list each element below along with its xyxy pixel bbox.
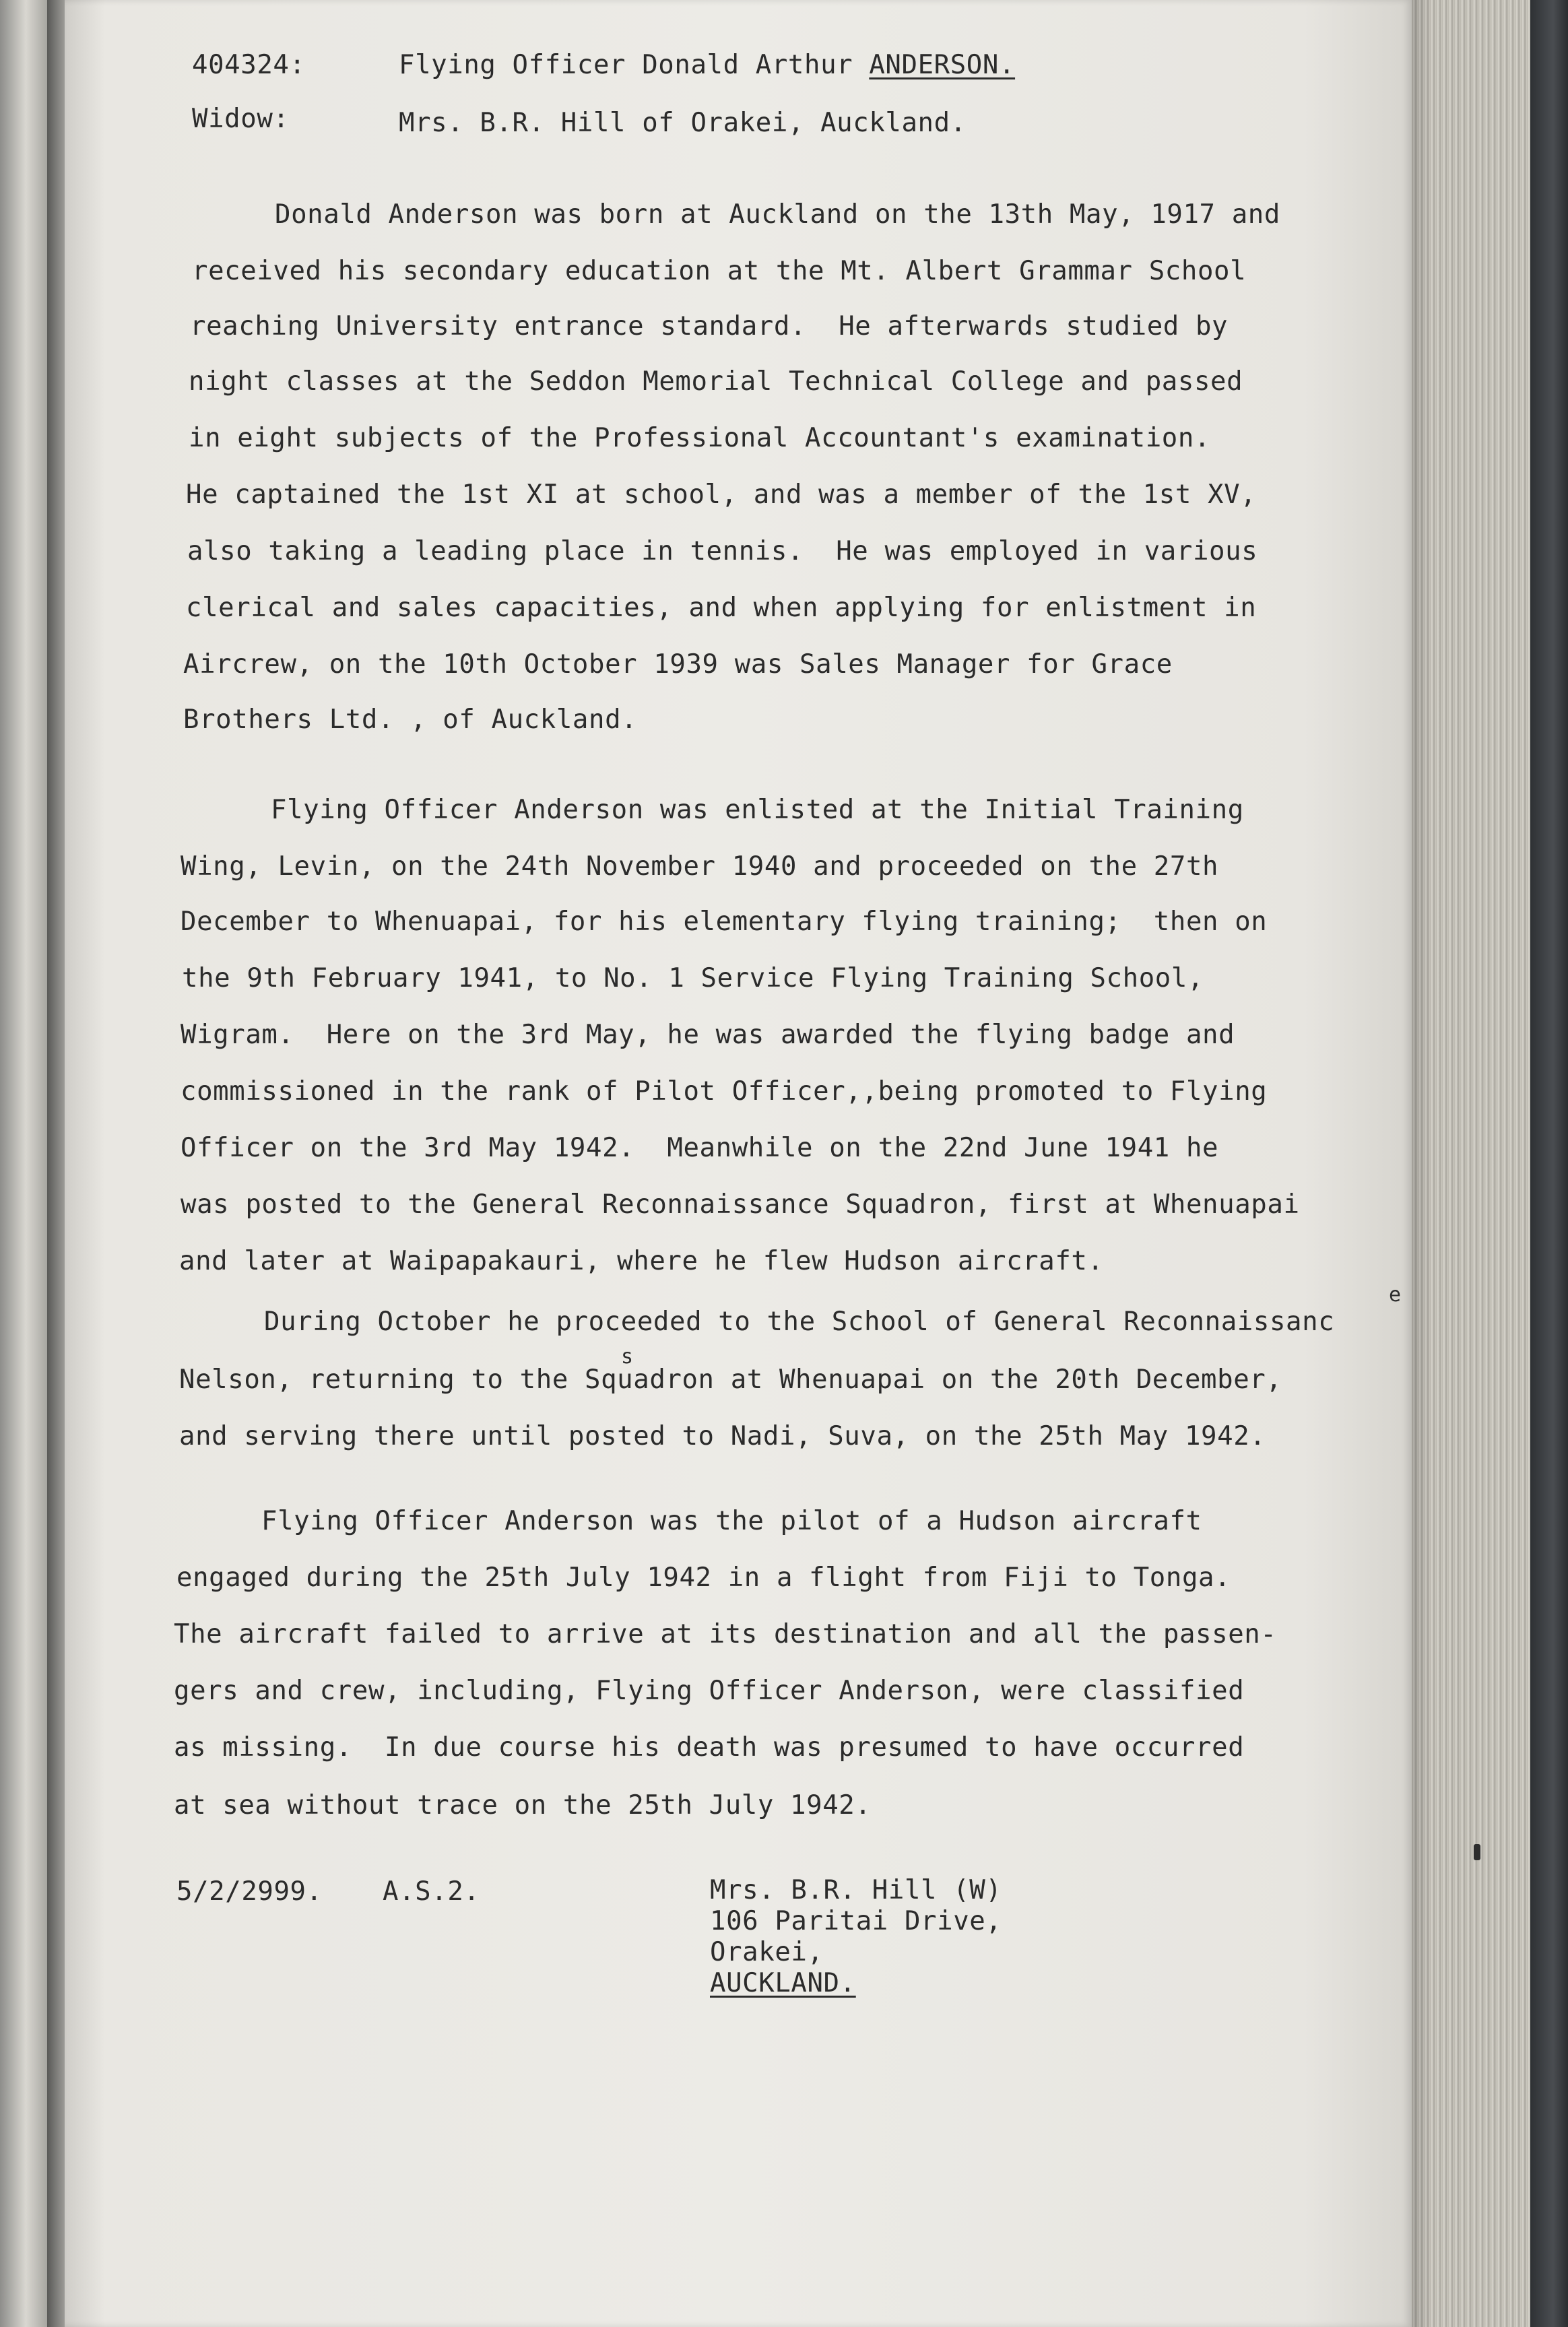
para4-line-4: gers and crew, including, Flying Officer Anderson, were classified — [174, 1676, 1245, 1706]
para2-line-2: Wing, Levin, on the 24th November 1940 and proceeded on the 27th — [181, 851, 1219, 882]
footer-date: 5/2/2999. — [176, 1876, 323, 1907]
address-line-4: AUCKLAND. — [710, 1968, 856, 1998]
widow-label: Widow: — [192, 104, 290, 134]
address-line-3: Orakei, — [710, 1937, 824, 1967]
para4-line-1: Flying Officer Anderson was the pilot of a Hudson aircraft — [261, 1506, 1202, 1536]
footer-ref: A.S.2. — [383, 1876, 480, 1907]
address-line-1: Mrs. B.R. Hill (W) — [710, 1875, 1002, 1905]
insert-s: s — [621, 1345, 634, 1369]
para2-line-5: Wigram. Here on the 3rd May, he was awarded the flying badge and — [181, 1020, 1235, 1050]
para1-line-7: also taking a leading place in tennis. He was employed in various — [187, 536, 1258, 566]
insert-e: e — [1389, 1283, 1402, 1307]
para2-line-1: Flying Officer Anderson was enlisted at the Initial Training — [271, 795, 1244, 825]
officer-name-prefix: Flying Officer Donald Arthur — [399, 50, 870, 80]
para1-line-2: received his secondary education at the Mt. Albert Grammar School — [192, 256, 1247, 286]
para2-line-6: commissioned in the rank of Pilot Officer,,being promoted to Flying — [181, 1076, 1268, 1107]
para1-line-5: in eight subjects of the Professional Accountant's examination. — [189, 423, 1211, 453]
para1-line-9: Aircrew, on the 10th October 1939 was Sales Manager for Grace — [183, 649, 1173, 680]
para1-line-4: night classes at the Seddon Memorial Technical College and passed — [189, 366, 1243, 397]
para3-line-3: and serving there until posted to Nadi, Suva, on the 25th May 1942. — [179, 1421, 1266, 1451]
widow-value: Mrs. B.R. Hill of Orakei, Auckland. — [399, 108, 967, 138]
para3-line-1: During October he proceeded to the School of General Reconnaissanc — [264, 1307, 1335, 1337]
para4-line-5: as missing. In due course his death was presumed to have occurred — [174, 1732, 1245, 1763]
para1-line-8: clerical and sales capacities, and when applying for enlistment in — [186, 593, 1257, 623]
para4-line-2: engaged during the 25th July 1942 in a flight from Fiji to Tonga. — [176, 1563, 1231, 1593]
para2-line-8: was posted to the General Reconnaissance Squadron, first at Whenuapai — [181, 1189, 1300, 1220]
para1-line-10: Brothers Ltd. , of Auckland. — [183, 704, 638, 735]
address-line-2: 106 Paritai Drive, — [710, 1906, 1002, 1936]
para2-line-4: the 9th February 1941, to No. 1 Service Flying Training School, — [182, 963, 1204, 993]
para2-line-7: Officer on the 3rd May 1942. Meanwhile on the 22nd June 1941 he — [181, 1133, 1219, 1163]
para2-line-9: and later at Waipapakauri, where he flew Hudson aircraft. — [179, 1246, 1104, 1276]
para1-line-6: He captained the 1st XI at school, and was a member of the 1st XV, — [186, 480, 1257, 510]
para1-line-1: Donald Anderson was born at Auckland on the 13th May, 1917 and — [275, 199, 1280, 230]
para2-line-3: December to Whenuapai, for his elementary flying training; then on — [181, 907, 1268, 937]
officer-surname: ANDERSON. — [869, 50, 1016, 80]
para4-line-6: at sea without trace on the 25th July 1942. — [174, 1790, 872, 1821]
para1-line-3: reaching University entrance standard. He afterwards studied by — [190, 311, 1229, 341]
officer-name — [399, 50, 1015, 81]
para3-line-2: Nelson, returning to the Squadron at Whenuapai on the 20th December, — [179, 1365, 1282, 1395]
para4-line-3: The aircraft failed to arrive at its destination and all the passen- — [174, 1619, 1277, 1649]
service-number: 404324: — [192, 50, 306, 80]
